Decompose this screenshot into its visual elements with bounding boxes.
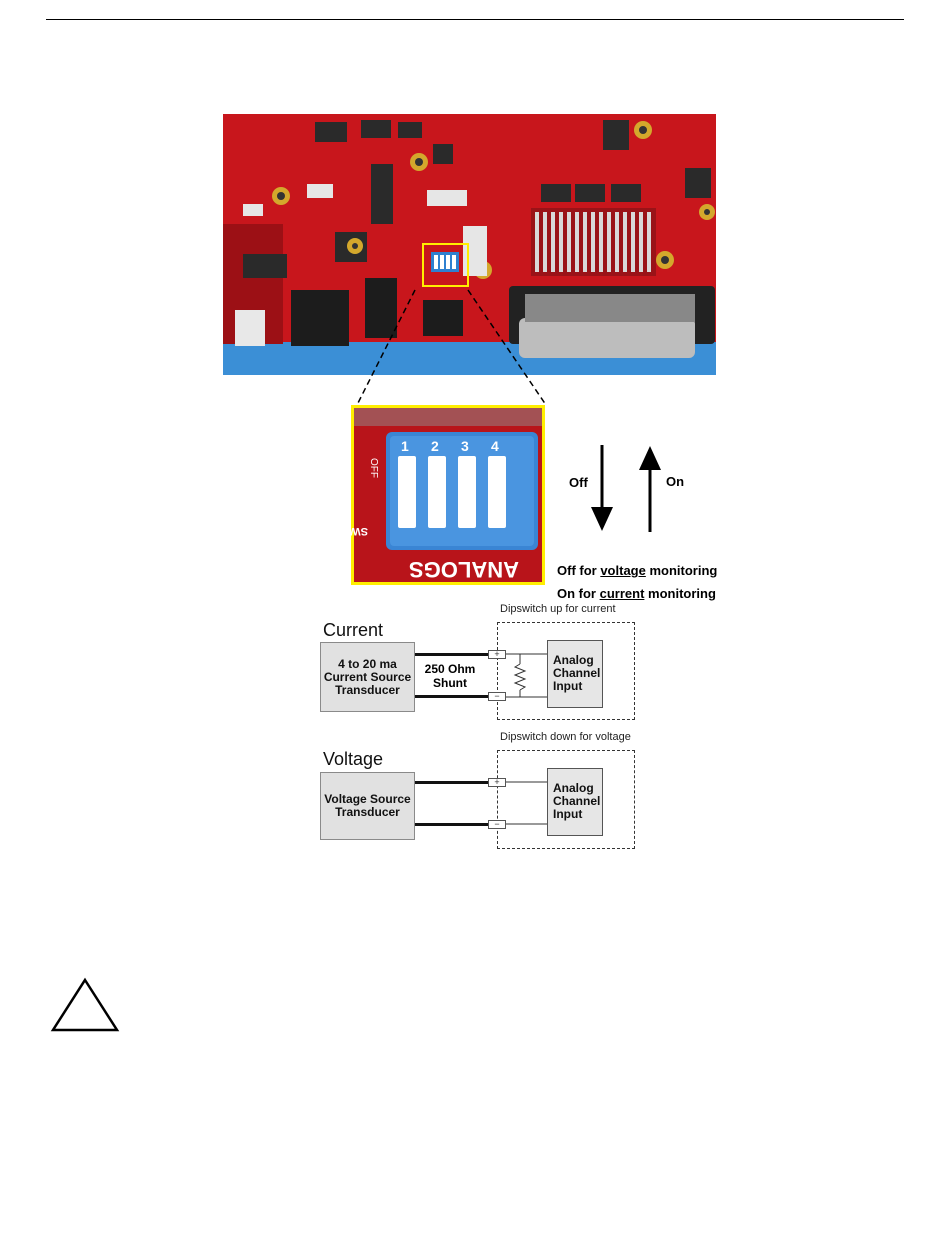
- voltage-plus-terminal: +: [488, 778, 506, 787]
- svg-text:1: 1: [401, 438, 409, 454]
- current-source-box: 4 to 20 ma Current Source Transducer: [320, 642, 415, 712]
- current-caption: Dipswitch up for current: [500, 603, 616, 615]
- voltage-minus-wire: [415, 823, 488, 826]
- shunt-label: 250 Ohm Shunt: [424, 662, 476, 690]
- svg-text:SW4: SW4: [344, 525, 368, 537]
- resistor-icon: [506, 650, 548, 702]
- voltage-minus-terminal: −: [488, 820, 506, 829]
- current-minus-terminal: −: [488, 692, 506, 701]
- off-note: Off for voltage monitoring: [557, 563, 718, 578]
- voltage-plus-wire: [415, 781, 488, 784]
- on-label: On: [666, 474, 685, 489]
- current-minus-wire: [415, 695, 488, 698]
- svg-text:ANALOGS: ANALOGS: [409, 557, 519, 582]
- svg-text:4: 4: [491, 438, 499, 454]
- voltage-caption: Dipswitch down for voltage: [500, 731, 631, 743]
- current-heading: Current: [323, 620, 384, 640]
- top-rule: [46, 19, 904, 20]
- voltage-input-wires: [506, 778, 548, 830]
- zoom-leader-lines: [340, 290, 560, 410]
- current-analog-input-box: Analog Channel Input: [547, 640, 603, 708]
- svg-text:OFF: OFF: [368, 458, 379, 478]
- arrow-up-icon: [638, 446, 662, 532]
- voltage-source-box: Voltage Source Transducer: [320, 772, 415, 840]
- current-plus-terminal: +: [488, 650, 506, 659]
- warning-triangle-icon: [50, 977, 120, 1033]
- svg-text:3: 3: [461, 438, 469, 454]
- arrow-down-icon: [590, 445, 614, 532]
- off-label: Off: [569, 475, 588, 490]
- voltage-heading: Voltage: [323, 749, 384, 769]
- dipswitch-closeup-photo: [344, 405, 545, 585]
- current-plus-wire: [415, 653, 488, 656]
- svg-text:2: 2: [431, 438, 439, 454]
- on-note: On for current monitoring: [557, 586, 716, 601]
- voltage-analog-input-box: Analog Channel Input: [547, 768, 603, 836]
